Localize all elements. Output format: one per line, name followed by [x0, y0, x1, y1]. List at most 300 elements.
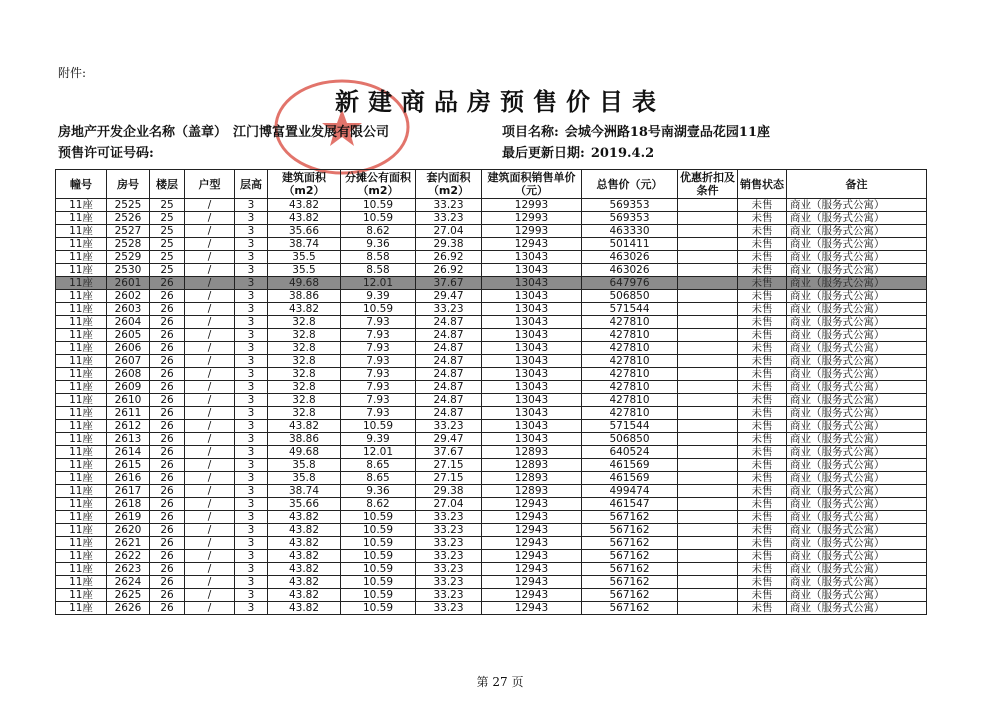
cell-discount: [678, 576, 738, 589]
cell-shared: 10.59: [341, 303, 416, 316]
cell-height: 3: [235, 563, 268, 576]
cell-discount: [678, 329, 738, 342]
cell-height: 3: [235, 433, 268, 446]
cell-discount: [678, 355, 738, 368]
cell-room: 2619: [107, 511, 150, 524]
table-row: [56, 511, 927, 524]
cell-bldg: 11座: [56, 524, 107, 537]
cell-shared: 8.58: [341, 251, 416, 264]
cell-status: 未售: [738, 212, 787, 225]
cell-shared: 8.62: [341, 498, 416, 511]
cell-inner: 33.23: [416, 602, 482, 615]
cell-bldg: 11座: [56, 199, 107, 212]
cell-note: 商业（服务式公寓）: [787, 238, 927, 251]
cell-type: /: [185, 407, 235, 420]
cell-status: 未售: [738, 394, 787, 407]
cell-total: 427810: [582, 342, 678, 355]
cell-height: 3: [235, 251, 268, 264]
col-header: 建筑面积销售单价（元）: [482, 170, 582, 199]
cell-bldg: 11座: [56, 537, 107, 550]
cell-unit-price: 13043: [482, 394, 582, 407]
cell-status: 未售: [738, 355, 787, 368]
col-header: 销售状态: [738, 170, 787, 199]
cell-total: 427810: [582, 381, 678, 394]
table-row: [56, 225, 927, 238]
table-row: [56, 329, 927, 342]
cell-discount: [678, 459, 738, 472]
cell-floor: 26: [150, 472, 185, 485]
cell-discount: [678, 368, 738, 381]
cell-status: 未售: [738, 446, 787, 459]
cell-bldg: 11座: [56, 225, 107, 238]
cell-room: 2604: [107, 316, 150, 329]
cell-status: 未售: [738, 238, 787, 251]
cell-discount: [678, 498, 738, 511]
cell-bldg: 11座: [56, 290, 107, 303]
cell-bldg: 11座: [56, 589, 107, 602]
cell-gfa: 49.68: [268, 446, 341, 459]
cell-type: /: [185, 485, 235, 498]
cell-unit-price: 13043: [482, 264, 582, 277]
cell-bldg: 11座: [56, 563, 107, 576]
cell-discount: [678, 394, 738, 407]
cell-status: 未售: [738, 407, 787, 420]
cell-note: 商业（服务式公寓）: [787, 212, 927, 225]
cell-unit-price: 13043: [482, 290, 582, 303]
cell-floor: 26: [150, 277, 185, 290]
cell-inner: 33.23: [416, 563, 482, 576]
cell-shared: 10.59: [341, 563, 416, 576]
table-row: [56, 550, 927, 563]
cell-inner: 29.47: [416, 433, 482, 446]
cell-type: /: [185, 225, 235, 238]
cell-discount: [678, 485, 738, 498]
cell-unit-price: 12943: [482, 563, 582, 576]
cell-bldg: 11座: [56, 472, 107, 485]
cell-height: 3: [235, 602, 268, 615]
cell-total: 499474: [582, 485, 678, 498]
cell-status: 未售: [738, 251, 787, 264]
cell-total: 427810: [582, 407, 678, 420]
cell-discount: [678, 277, 738, 290]
cell-unit-price: 13043: [482, 433, 582, 446]
cell-status: 未售: [738, 550, 787, 563]
cell-note: 商业（服务式公寓）: [787, 433, 927, 446]
cell-discount: [678, 316, 738, 329]
cell-unit-price: 12943: [482, 602, 582, 615]
cell-type: /: [185, 212, 235, 225]
cell-unit-price: 12943: [482, 238, 582, 251]
developer-line: [58, 121, 389, 140]
developer-name: 江门博富置业发展有限公司: [233, 125, 390, 140]
cell-type: /: [185, 472, 235, 485]
cell-total: 461547: [582, 498, 678, 511]
cell-status: 未售: [738, 524, 787, 537]
cell-room: 2610: [107, 394, 150, 407]
cell-status: 未售: [738, 199, 787, 212]
cell-discount: [678, 381, 738, 394]
table-row: [56, 459, 927, 472]
cell-bldg: 11座: [56, 251, 107, 264]
cell-status: 未售: [738, 303, 787, 316]
cell-shared: 10.59: [341, 550, 416, 563]
cell-bldg: 11座: [56, 394, 107, 407]
cell-height: 3: [235, 381, 268, 394]
col-header: 户型: [185, 170, 235, 199]
cell-shared: 10.59: [341, 602, 416, 615]
cell-type: /: [185, 251, 235, 264]
col-header: 分摊公有面积（m2）: [341, 170, 416, 199]
cell-bldg: 11座: [56, 550, 107, 563]
table-row: [56, 563, 927, 576]
cell-inner: 33.23: [416, 511, 482, 524]
cell-inner: 33.23: [416, 212, 482, 225]
cell-inner: 24.87: [416, 394, 482, 407]
table-row: [56, 316, 927, 329]
col-header: 楼层: [150, 170, 185, 199]
cell-height: 3: [235, 407, 268, 420]
cell-inner: 27.04: [416, 498, 482, 511]
cell-type: /: [185, 342, 235, 355]
price-table: [55, 169, 927, 615]
cell-total: 567162: [582, 524, 678, 537]
cell-total: 501411: [582, 238, 678, 251]
cell-type: /: [185, 329, 235, 342]
cell-floor: 26: [150, 485, 185, 498]
table-row: [56, 238, 927, 251]
cell-unit-price: 12943: [482, 537, 582, 550]
cell-shared: 9.36: [341, 485, 416, 498]
table-row: [56, 407, 927, 420]
page-number: 第 27 页: [476, 675, 524, 689]
cell-note: 商业（服务式公寓）: [787, 537, 927, 550]
cell-room: 2626: [107, 602, 150, 615]
cell-discount: [678, 303, 738, 316]
cell-status: 未售: [738, 368, 787, 381]
cell-room: 2615: [107, 459, 150, 472]
cell-note: 商业（服务式公寓）: [787, 368, 927, 381]
cell-total: 571544: [582, 420, 678, 433]
cell-type: /: [185, 394, 235, 407]
cell-shared: 10.59: [341, 524, 416, 537]
cell-unit-price: 13043: [482, 420, 582, 433]
cell-discount: [678, 563, 738, 576]
cell-inner: 37.67: [416, 446, 482, 459]
cell-note: 商业（服务式公寓）: [787, 199, 927, 212]
cell-total: 571544: [582, 303, 678, 316]
cell-floor: 26: [150, 342, 185, 355]
cell-gfa: 35.5: [268, 251, 341, 264]
cell-discount: [678, 290, 738, 303]
cell-unit-price: 12943: [482, 576, 582, 589]
cell-status: 未售: [738, 264, 787, 277]
col-header: 总售价（元）: [582, 170, 678, 199]
cell-shared: 7.93: [341, 329, 416, 342]
cell-room: 2606: [107, 342, 150, 355]
cell-shared: 8.65: [341, 472, 416, 485]
table-row: [56, 537, 927, 550]
cell-room: 2611: [107, 407, 150, 420]
cell-total: 427810: [582, 368, 678, 381]
cell-status: 未售: [738, 485, 787, 498]
cell-note: 商业（服务式公寓）: [787, 485, 927, 498]
cell-discount: [678, 407, 738, 420]
cell-unit-price: 12993: [482, 212, 582, 225]
cell-unit-price: 13043: [482, 407, 582, 420]
cell-floor: 26: [150, 537, 185, 550]
project-name: 会城今洲路18号南湖壹品花园11座: [564, 125, 770, 140]
table-row: [56, 212, 927, 225]
cell-discount: [678, 420, 738, 433]
cell-unit-price: 12893: [482, 485, 582, 498]
cell-room: 2527: [107, 225, 150, 238]
cell-floor: 25: [150, 251, 185, 264]
cell-type: /: [185, 199, 235, 212]
cell-type: /: [185, 589, 235, 602]
cell-discount: [678, 342, 738, 355]
cell-height: 3: [235, 368, 268, 381]
cell-height: 3: [235, 329, 268, 342]
cell-unit-price: 12893: [482, 446, 582, 459]
cell-total: 461569: [582, 472, 678, 485]
cell-shared: 7.93: [341, 368, 416, 381]
cell-bldg: 11座: [56, 602, 107, 615]
cell-gfa: 35.66: [268, 498, 341, 511]
cell-inner: 24.87: [416, 368, 482, 381]
cell-status: 未售: [738, 498, 787, 511]
cell-note: 商业（服务式公寓）: [787, 511, 927, 524]
cell-note: 商业（服务式公寓）: [787, 459, 927, 472]
cell-floor: 26: [150, 459, 185, 472]
cell-type: /: [185, 368, 235, 381]
cell-type: /: [185, 355, 235, 368]
cell-discount: [678, 537, 738, 550]
cell-gfa: 32.8: [268, 329, 341, 342]
cell-note: 商业（服务式公寓）: [787, 420, 927, 433]
cell-unit-price: 12893: [482, 472, 582, 485]
cell-room: 2617: [107, 485, 150, 498]
cell-bldg: 11座: [56, 264, 107, 277]
cell-gfa: 38.74: [268, 238, 341, 251]
cell-note: 商业（服务式公寓）: [787, 303, 927, 316]
cell-status: 未售: [738, 511, 787, 524]
table-row: [56, 368, 927, 381]
cell-height: 3: [235, 459, 268, 472]
cell-floor: 25: [150, 238, 185, 251]
cell-discount: [678, 589, 738, 602]
cell-shared: 8.65: [341, 459, 416, 472]
cell-floor: 25: [150, 199, 185, 212]
cell-height: 3: [235, 576, 268, 589]
table-row: [56, 381, 927, 394]
page-title: 新建商品房预售价目表: [335, 87, 665, 116]
col-header: 套内面积（m2）: [416, 170, 482, 199]
cell-floor: 26: [150, 316, 185, 329]
cell-bldg: 11座: [56, 329, 107, 342]
cell-status: 未售: [738, 329, 787, 342]
cell-discount: [678, 225, 738, 238]
cell-inner: 33.23: [416, 420, 482, 433]
cell-room: 2620: [107, 524, 150, 537]
cell-floor: 26: [150, 511, 185, 524]
cell-gfa: 32.8: [268, 342, 341, 355]
cell-inner: 29.38: [416, 238, 482, 251]
cell-gfa: 32.8: [268, 381, 341, 394]
cell-bldg: 11座: [56, 238, 107, 251]
cell-unit-price: 13043: [482, 251, 582, 264]
cell-total: 569353: [582, 199, 678, 212]
cell-floor: 26: [150, 563, 185, 576]
cell-inner: 29.47: [416, 290, 482, 303]
cell-note: 商业（服务式公寓）: [787, 589, 927, 602]
cell-unit-price: 12943: [482, 589, 582, 602]
table-header-row: [56, 170, 927, 199]
cell-type: /: [185, 576, 235, 589]
cell-floor: 26: [150, 524, 185, 537]
cell-height: 3: [235, 420, 268, 433]
cell-height: 3: [235, 524, 268, 537]
cell-bldg: 11座: [56, 381, 107, 394]
cell-total: 567162: [582, 589, 678, 602]
cell-floor: 26: [150, 420, 185, 433]
cell-note: 商业（服务式公寓）: [787, 576, 927, 589]
cell-unit-price: 13043: [482, 342, 582, 355]
cell-room: 2616: [107, 472, 150, 485]
cell-gfa: 32.8: [268, 368, 341, 381]
cell-bldg: 11座: [56, 368, 107, 381]
cell-status: 未售: [738, 589, 787, 602]
cell-status: 未售: [738, 537, 787, 550]
table-row: [56, 199, 927, 212]
cell-unit-price: 13043: [482, 368, 582, 381]
cell-room: 2605: [107, 329, 150, 342]
cell-shared: 9.39: [341, 290, 416, 303]
cell-status: 未售: [738, 472, 787, 485]
cell-shared: 12.01: [341, 446, 416, 459]
cell-shared: 7.93: [341, 342, 416, 355]
cell-note: 商业（服务式公寓）: [787, 394, 927, 407]
cell-discount: [678, 550, 738, 563]
cell-gfa: 43.82: [268, 212, 341, 225]
cell-height: 3: [235, 212, 268, 225]
cell-bldg: 11座: [56, 342, 107, 355]
col-header: 幢号: [56, 170, 107, 199]
cell-inner: 33.23: [416, 199, 482, 212]
cell-room: 2607: [107, 355, 150, 368]
cell-inner: 27.04: [416, 225, 482, 238]
cell-discount: [678, 199, 738, 212]
cell-room: 2622: [107, 550, 150, 563]
cell-inner: 24.87: [416, 329, 482, 342]
table-row: [56, 524, 927, 537]
cell-total: 461569: [582, 459, 678, 472]
developer-label: 房地产开发企业名称（盖章）: [58, 125, 228, 140]
cell-height: 3: [235, 589, 268, 602]
cell-floor: 26: [150, 355, 185, 368]
cell-status: 未售: [738, 602, 787, 615]
cell-gfa: 49.68: [268, 277, 341, 290]
cell-floor: 26: [150, 407, 185, 420]
table-row: [56, 589, 927, 602]
cell-floor: 26: [150, 394, 185, 407]
cell-note: 商业（服务式公寓）: [787, 329, 927, 342]
cell-note: 商业（服务式公寓）: [787, 550, 927, 563]
cell-inner: 24.87: [416, 355, 482, 368]
cell-type: /: [185, 264, 235, 277]
table-row: [56, 342, 927, 355]
cell-bldg: 11座: [56, 446, 107, 459]
cell-gfa: 35.66: [268, 225, 341, 238]
cell-room: 2625: [107, 589, 150, 602]
cell-height: 3: [235, 511, 268, 524]
cell-inner: 26.92: [416, 251, 482, 264]
cell-room: 2601: [107, 277, 150, 290]
cell-total: 567162: [582, 537, 678, 550]
cell-room: 2608: [107, 368, 150, 381]
cell-unit-price: 12993: [482, 199, 582, 212]
cell-bldg: 11座: [56, 433, 107, 446]
cell-status: 未售: [738, 433, 787, 446]
cell-note: 商业（服务式公寓）: [787, 446, 927, 459]
cell-inner: 24.87: [416, 316, 482, 329]
cell-inner: 33.23: [416, 550, 482, 563]
cell-status: 未售: [738, 563, 787, 576]
cell-bldg: 11座: [56, 420, 107, 433]
col-header: 房号: [107, 170, 150, 199]
cell-gfa: 43.82: [268, 303, 341, 316]
cell-type: /: [185, 381, 235, 394]
cell-note: 商业（服务式公寓）: [787, 251, 927, 264]
cell-type: /: [185, 316, 235, 329]
cell-discount: [678, 602, 738, 615]
cell-unit-price: 13043: [482, 329, 582, 342]
cell-gfa: 43.82: [268, 420, 341, 433]
cell-total: 427810: [582, 394, 678, 407]
cell-gfa: 32.8: [268, 355, 341, 368]
cell-height: 3: [235, 537, 268, 550]
cell-height: 3: [235, 277, 268, 290]
cell-status: 未售: [738, 420, 787, 433]
attachment-label: 附件:: [58, 66, 87, 80]
cell-gfa: 32.8: [268, 407, 341, 420]
table-row: [56, 264, 927, 277]
cell-height: 3: [235, 446, 268, 459]
table-row: [56, 498, 927, 511]
cell-gfa: 43.82: [268, 550, 341, 563]
cell-inner: 27.15: [416, 472, 482, 485]
cell-total: 427810: [582, 329, 678, 342]
permit-line: [58, 142, 160, 161]
cell-total: 427810: [582, 316, 678, 329]
cell-shared: 8.62: [341, 225, 416, 238]
cell-room: 2528: [107, 238, 150, 251]
cell-height: 3: [235, 238, 268, 251]
cell-height: 3: [235, 355, 268, 368]
cell-note: 商业（服务式公寓）: [787, 225, 927, 238]
cell-bldg: 11座: [56, 459, 107, 472]
cell-unit-price: 12943: [482, 511, 582, 524]
table-row: [56, 303, 927, 316]
cell-unit-price: 12893: [482, 459, 582, 472]
cell-height: 3: [235, 394, 268, 407]
cell-note: 商业（服务式公寓）: [787, 264, 927, 277]
cell-total: 640524: [582, 446, 678, 459]
cell-room: 2624: [107, 576, 150, 589]
cell-inner: 29.38: [416, 485, 482, 498]
cell-shared: 9.39: [341, 433, 416, 446]
cell-floor: 26: [150, 433, 185, 446]
table-row: [56, 277, 927, 290]
